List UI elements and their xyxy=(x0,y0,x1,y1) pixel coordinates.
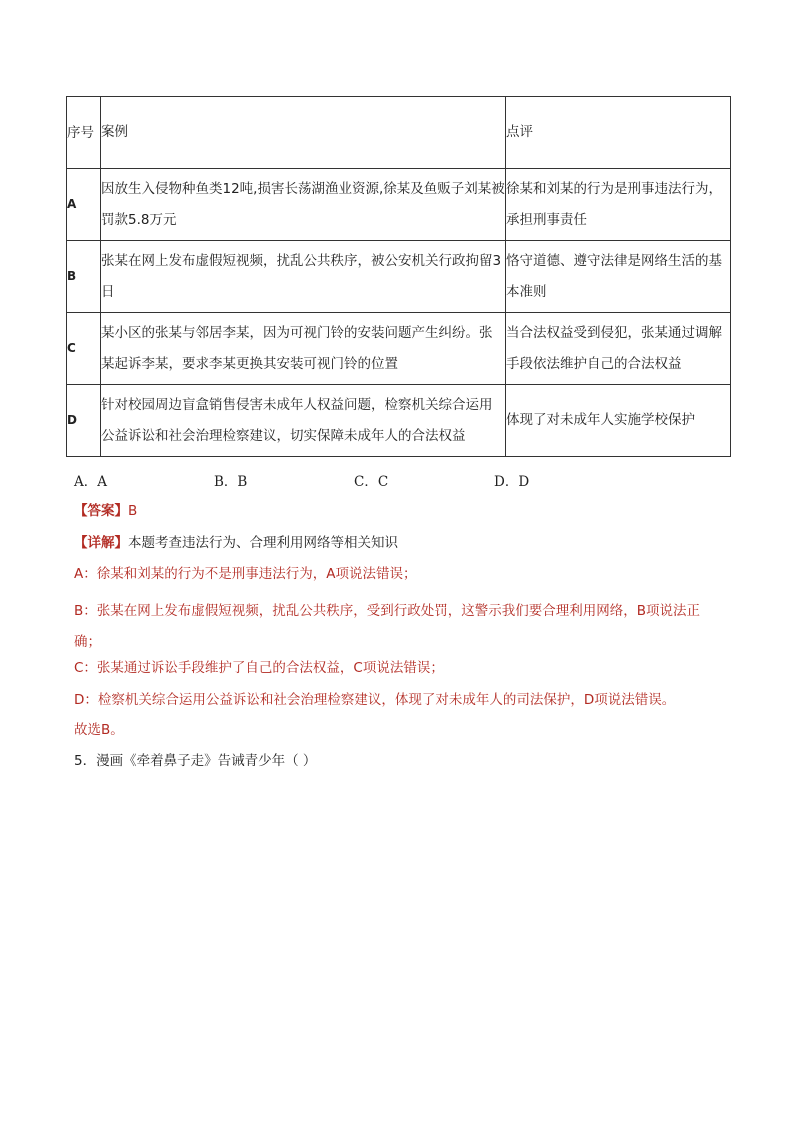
header-comment: 点评 xyxy=(506,97,731,169)
answer-value: B xyxy=(128,503,138,519)
choice-c[interactable]: C．C xyxy=(354,474,389,490)
answer-tag: 【答案】 xyxy=(74,503,128,519)
table-row xyxy=(67,385,731,457)
table-row xyxy=(67,169,731,241)
answer-choices xyxy=(74,470,634,490)
explanation-a: A：徐某和刘某的行为不是刑事违法行为，A项说法错误； xyxy=(74,566,417,582)
row-id: C xyxy=(67,313,101,385)
explanation-d: D：检察机关综合运用公益诉讼和社会治理检察建议，体现了对未成年人的司法保护，D项说法错误。 xyxy=(74,692,676,708)
conclusion: 故选B。 xyxy=(74,722,124,738)
row-case: 张某在网上发布虚假短视频，扰乱公共秩序，被公安机关行政拘留3日 xyxy=(101,241,506,313)
row-id: D xyxy=(67,385,101,457)
detail-text: 本题考查违法行为、合理利用网络等相关知识 xyxy=(128,535,398,551)
detail-line xyxy=(74,533,398,553)
row-case: 针对校园周边盲盒销售侵害未成年人权益问题，检察机关综合运用公益诉讼和社会治理检察建议，切实保障未成年人的合法权益 xyxy=(101,385,506,457)
row-comment: 恪守道德、遵守法律是网络生活的基本准则 xyxy=(506,241,731,313)
choice-b[interactable]: B．B xyxy=(214,474,248,490)
case-table xyxy=(66,96,731,457)
row-id: A xyxy=(67,169,101,241)
table-row xyxy=(67,241,731,313)
header-index: 序号 xyxy=(67,97,101,169)
detail-tag: 【详解】 xyxy=(74,535,128,551)
next-question: 5．漫画《牵着鼻子走》告诫青少年（ ） xyxy=(74,753,317,769)
row-case: 某小区的张某与邻居李某，因为可视门铃的安装问题产生纠纷。张某起诉李某，要求李某更换其安装可视门铃的位置 xyxy=(101,313,506,385)
explanation-b: B：张某在网上发布虚假短视频，扰乱公共秩序，受到行政处罚，这警示我们要合理利用网络，B项说法正确； xyxy=(74,603,701,650)
row-comment: 当合法权益受到侵犯，张某通过调解手段依法维护自己的合法权益 xyxy=(506,313,731,385)
row-comment: 体现了对未成年人实施学校保护 xyxy=(506,385,731,457)
row-comment: 徐某和刘某的行为是刑事违法行为，承担刑事责任 xyxy=(506,169,731,241)
table-header-row xyxy=(67,97,731,169)
choice-d[interactable]: D．D xyxy=(494,474,530,490)
table-row xyxy=(67,313,731,385)
row-id: B xyxy=(67,241,101,313)
row-case: 因放生入侵物种鱼类12吨,损害长荡湖渔业资源,徐某及鱼贩子刘某被罚款5.8万元 xyxy=(101,169,506,241)
header-case: 案例 xyxy=(101,97,506,169)
choice-a[interactable]: A．A xyxy=(74,474,107,490)
answer-line xyxy=(74,501,137,521)
explanation-c: C：张某通过诉讼手段维护了自己的合法权益，C项说法错误； xyxy=(74,660,444,676)
